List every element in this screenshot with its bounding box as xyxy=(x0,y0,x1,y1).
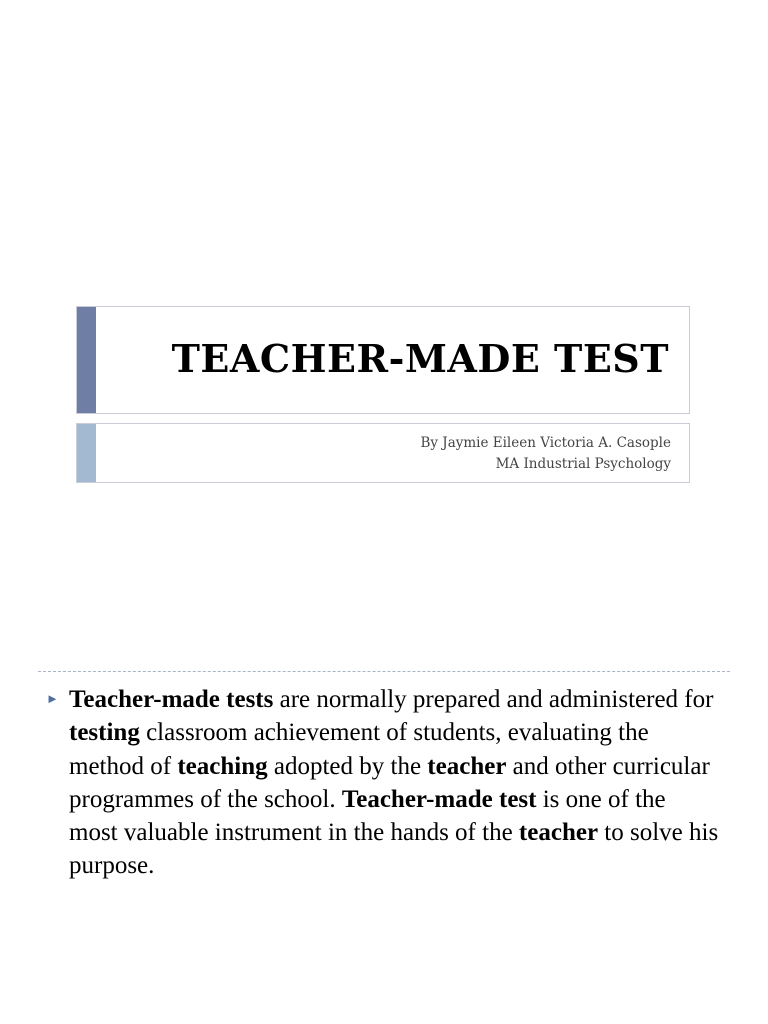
subtitle-box xyxy=(76,423,690,483)
bold-term: teaching xyxy=(177,752,268,780)
subtitle-accent-bar xyxy=(77,424,96,482)
triangle-bullet-icon: ► xyxy=(46,691,59,706)
title-box xyxy=(76,306,690,414)
author-byline: By Jaymie Eileen Victoria A. Casople xyxy=(420,435,671,451)
paragraph-text: and other curricular programmes of the school. xyxy=(69,752,710,813)
body-paragraph xyxy=(69,683,719,883)
title-accent-bar xyxy=(77,307,96,413)
slide-title: TEACHER-MADE TEST xyxy=(171,336,669,381)
paragraph-text: adopted by the xyxy=(267,752,428,780)
bold-term: Teacher-made tests xyxy=(69,686,274,713)
bold-term: Teacher-made test xyxy=(341,785,537,813)
bold-term: teacher xyxy=(427,752,507,780)
paragraph-text: are normally prepared and administered for xyxy=(273,686,714,713)
slide-divider xyxy=(38,671,730,672)
paragraph-text: is one of the most valuable instrument in the hands of the xyxy=(69,785,666,847)
bold-term: teacher xyxy=(518,819,599,847)
subtitle-text xyxy=(420,433,671,475)
author-program: MA Industrial Psychology xyxy=(495,456,671,472)
bold-term: testing xyxy=(69,719,140,747)
paragraph-text: to solve his purpose. xyxy=(69,819,719,880)
paragraph-text: classroom achievement of students, evaluating the method of xyxy=(69,719,649,780)
